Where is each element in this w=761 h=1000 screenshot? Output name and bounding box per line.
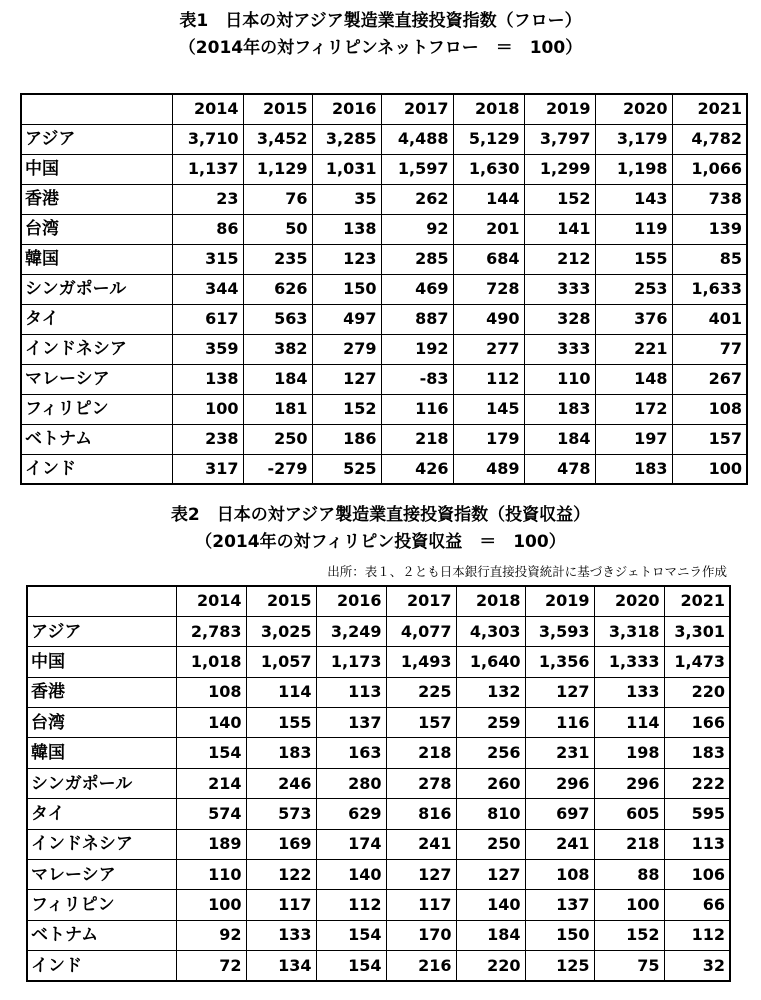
value-cell: 138 xyxy=(172,364,243,394)
value-cell: 119 xyxy=(595,214,672,244)
value-cell: 114 xyxy=(594,708,664,738)
value-cell: 887 xyxy=(381,304,453,334)
value-cell: 143 xyxy=(595,184,672,214)
value-cell: 605 xyxy=(594,799,664,829)
value-cell: 280 xyxy=(316,768,386,798)
year-header: 2019 xyxy=(524,94,595,124)
row-label: インドネシア xyxy=(21,334,172,364)
value-cell: 140 xyxy=(316,860,386,890)
value-cell: 169 xyxy=(246,829,316,859)
value-cell: 574 xyxy=(176,799,246,829)
table1 xyxy=(20,93,748,485)
year-header: 2018 xyxy=(456,586,525,616)
row-label: 台湾 xyxy=(21,214,172,244)
table-row xyxy=(27,738,730,768)
value-cell: 152 xyxy=(524,184,595,214)
value-cell: 241 xyxy=(386,829,456,859)
year-header: 2021 xyxy=(672,94,747,124)
table-row xyxy=(27,708,730,738)
value-cell: 132 xyxy=(456,677,525,707)
value-cell: 218 xyxy=(381,424,453,454)
value-cell: 117 xyxy=(386,890,456,920)
value-cell: 1,198 xyxy=(595,154,672,184)
value-cell: 315 xyxy=(172,244,243,274)
value-cell: -83 xyxy=(381,364,453,394)
value-cell: 3,301 xyxy=(664,616,730,646)
value-cell: 296 xyxy=(525,768,594,798)
value-cell: 231 xyxy=(525,738,594,768)
value-cell: 76 xyxy=(243,184,312,214)
value-cell: 198 xyxy=(594,738,664,768)
value-cell: 163 xyxy=(316,738,386,768)
value-cell: 125 xyxy=(525,951,594,981)
value-cell: 117 xyxy=(246,890,316,920)
value-cell: 277 xyxy=(453,334,524,364)
corner-cell xyxy=(21,94,172,124)
table-row xyxy=(27,920,730,950)
table-row xyxy=(27,768,730,798)
value-cell: 1,356 xyxy=(525,647,594,677)
value-cell: 1,057 xyxy=(246,647,316,677)
value-cell: 629 xyxy=(316,799,386,829)
row-label: アジア xyxy=(21,124,172,154)
value-cell: 1,137 xyxy=(172,154,243,184)
value-cell: 184 xyxy=(524,424,595,454)
value-cell: 154 xyxy=(316,920,386,950)
row-label: 韓国 xyxy=(21,244,172,274)
table-row xyxy=(27,647,730,677)
value-cell: 382 xyxy=(243,334,312,364)
value-cell: 218 xyxy=(386,738,456,768)
row-label: インド xyxy=(21,454,172,484)
source-note: 出所：表１、２とも日本銀行直接投資統計に基づきジェトロマニラ作成 xyxy=(327,564,727,579)
value-cell: 4,077 xyxy=(386,616,456,646)
table-row xyxy=(21,334,747,364)
value-cell: 139 xyxy=(672,214,747,244)
row-label: アジア xyxy=(27,616,176,646)
value-cell: 122 xyxy=(246,860,316,890)
value-cell: 183 xyxy=(524,394,595,424)
value-cell: 140 xyxy=(176,708,246,738)
value-cell: 145 xyxy=(453,394,524,424)
value-cell: 317 xyxy=(172,454,243,484)
value-cell: 32 xyxy=(664,951,730,981)
value-cell: 192 xyxy=(381,334,453,364)
table-row xyxy=(27,677,730,707)
value-cell: 738 xyxy=(672,184,747,214)
value-cell: 23 xyxy=(172,184,243,214)
value-cell: 4,488 xyxy=(381,124,453,154)
value-cell: 92 xyxy=(176,920,246,950)
value-cell: 1,129 xyxy=(243,154,312,184)
value-cell: 3,710 xyxy=(172,124,243,154)
value-cell: 112 xyxy=(316,890,386,920)
value-cell: 127 xyxy=(456,860,525,890)
value-cell: 127 xyxy=(525,677,594,707)
row-label: 韓国 xyxy=(27,738,176,768)
value-cell: 617 xyxy=(172,304,243,334)
value-cell: 113 xyxy=(664,829,730,859)
value-cell: 220 xyxy=(664,677,730,707)
value-cell: 184 xyxy=(456,920,525,950)
value-cell: 75 xyxy=(594,951,664,981)
value-cell: 100 xyxy=(672,454,747,484)
value-cell: 3,593 xyxy=(525,616,594,646)
header-row xyxy=(27,586,730,616)
value-cell: 108 xyxy=(672,394,747,424)
value-cell: 127 xyxy=(386,860,456,890)
value-cell: 1,018 xyxy=(176,647,246,677)
table-row xyxy=(27,616,730,646)
value-cell: 376 xyxy=(595,304,672,334)
value-cell: 250 xyxy=(456,829,525,859)
table-row xyxy=(21,304,747,334)
value-cell: 333 xyxy=(524,334,595,364)
value-cell: 114 xyxy=(246,677,316,707)
row-label: 香港 xyxy=(27,677,176,707)
value-cell: 241 xyxy=(525,829,594,859)
row-label: インド xyxy=(27,951,176,981)
row-label: タイ xyxy=(21,304,172,334)
value-cell: 197 xyxy=(595,424,672,454)
value-cell: 144 xyxy=(453,184,524,214)
value-cell: 1,333 xyxy=(594,647,664,677)
value-cell: 1,173 xyxy=(316,647,386,677)
value-cell: 150 xyxy=(525,920,594,950)
value-cell: 137 xyxy=(525,890,594,920)
value-cell: 359 xyxy=(172,334,243,364)
value-cell: 3,318 xyxy=(594,616,664,646)
value-cell: 174 xyxy=(316,829,386,859)
value-cell: 100 xyxy=(176,890,246,920)
value-cell: 1,473 xyxy=(664,647,730,677)
value-cell: 214 xyxy=(176,768,246,798)
row-label: インドネシア xyxy=(27,829,176,859)
value-cell: 1,066 xyxy=(672,154,747,184)
year-header: 2020 xyxy=(595,94,672,124)
value-cell: 235 xyxy=(243,244,312,274)
value-cell: 134 xyxy=(246,951,316,981)
value-cell: 1,031 xyxy=(312,154,381,184)
value-cell: 238 xyxy=(172,424,243,454)
value-cell: 50 xyxy=(243,214,312,244)
value-cell: 573 xyxy=(246,799,316,829)
table1-title: 表1 日本の対アジア製造業直接投資指数（フロー） xyxy=(179,11,582,31)
value-cell: 184 xyxy=(243,364,312,394)
table-row xyxy=(21,454,747,484)
value-cell: 3,249 xyxy=(316,616,386,646)
value-cell: 110 xyxy=(524,364,595,394)
value-cell: 256 xyxy=(456,738,525,768)
year-header: 2015 xyxy=(243,94,312,124)
value-cell: 112 xyxy=(453,364,524,394)
value-cell: 469 xyxy=(381,274,453,304)
value-cell: 221 xyxy=(595,334,672,364)
year-header: 2018 xyxy=(453,94,524,124)
value-cell: 1,630 xyxy=(453,154,524,184)
row-label: 中国 xyxy=(27,647,176,677)
value-cell: 152 xyxy=(594,920,664,950)
year-header: 2020 xyxy=(594,586,664,616)
value-cell: 201 xyxy=(453,214,524,244)
row-label: 台湾 xyxy=(27,708,176,738)
value-cell: 108 xyxy=(525,860,594,890)
value-cell: 100 xyxy=(594,890,664,920)
value-cell: 478 xyxy=(524,454,595,484)
value-cell: 85 xyxy=(672,244,747,274)
value-cell: 218 xyxy=(594,829,664,859)
value-cell: 3,285 xyxy=(312,124,381,154)
value-cell: 116 xyxy=(381,394,453,424)
row-label: 香港 xyxy=(21,184,172,214)
table-row xyxy=(21,154,747,184)
value-cell: 133 xyxy=(594,677,664,707)
value-cell: 141 xyxy=(524,214,595,244)
value-cell: 2,783 xyxy=(176,616,246,646)
value-cell: 216 xyxy=(386,951,456,981)
value-cell: 212 xyxy=(524,244,595,274)
corner-cell xyxy=(27,586,176,616)
value-cell: 127 xyxy=(312,364,381,394)
row-label: タイ xyxy=(27,799,176,829)
row-label: 中国 xyxy=(21,154,172,184)
year-header: 2016 xyxy=(312,94,381,124)
value-cell: 1,299 xyxy=(524,154,595,184)
table-row xyxy=(27,860,730,890)
value-cell: 285 xyxy=(381,244,453,274)
value-cell: 1,640 xyxy=(456,647,525,677)
value-cell: 66 xyxy=(664,890,730,920)
year-header: 2017 xyxy=(381,94,453,124)
value-cell: 3,179 xyxy=(595,124,672,154)
value-cell: 106 xyxy=(664,860,730,890)
row-label: シンガポール xyxy=(21,274,172,304)
row-label: マレーシア xyxy=(27,860,176,890)
value-cell: 4,782 xyxy=(672,124,747,154)
value-cell: 138 xyxy=(312,214,381,244)
value-cell: 172 xyxy=(595,394,672,424)
value-cell: 166 xyxy=(664,708,730,738)
table-row xyxy=(27,829,730,859)
value-cell: 3,025 xyxy=(246,616,316,646)
table-row xyxy=(21,124,747,154)
row-label: ベトナム xyxy=(27,920,176,950)
value-cell: 1,493 xyxy=(386,647,456,677)
value-cell: 170 xyxy=(386,920,456,950)
table-row xyxy=(27,951,730,981)
value-cell: 728 xyxy=(453,274,524,304)
year-header: 2015 xyxy=(246,586,316,616)
value-cell: 697 xyxy=(525,799,594,829)
year-header: 2016 xyxy=(316,586,386,616)
value-cell: 426 xyxy=(381,454,453,484)
value-cell: 154 xyxy=(316,951,386,981)
table-row xyxy=(27,799,730,829)
value-cell: 3,452 xyxy=(243,124,312,154)
value-cell: -279 xyxy=(243,454,312,484)
year-header: 2017 xyxy=(386,586,456,616)
value-cell: 154 xyxy=(176,738,246,768)
value-cell: 259 xyxy=(456,708,525,738)
year-header: 2014 xyxy=(176,586,246,616)
value-cell: 225 xyxy=(386,677,456,707)
value-cell: 183 xyxy=(246,738,316,768)
value-cell: 5,129 xyxy=(453,124,524,154)
table-row xyxy=(21,274,747,304)
value-cell: 123 xyxy=(312,244,381,274)
row-label: フィリピン xyxy=(27,890,176,920)
table-row xyxy=(21,424,747,454)
table-row xyxy=(21,244,747,274)
table2 xyxy=(26,585,731,982)
year-header: 2014 xyxy=(172,94,243,124)
value-cell: 1,633 xyxy=(672,274,747,304)
value-cell: 112 xyxy=(664,920,730,950)
value-cell: 260 xyxy=(456,768,525,798)
value-cell: 148 xyxy=(595,364,672,394)
value-cell: 816 xyxy=(386,799,456,829)
value-cell: 253 xyxy=(595,274,672,304)
value-cell: 810 xyxy=(456,799,525,829)
value-cell: 133 xyxy=(246,920,316,950)
value-cell: 525 xyxy=(312,454,381,484)
value-cell: 279 xyxy=(312,334,381,364)
value-cell: 157 xyxy=(672,424,747,454)
value-cell: 77 xyxy=(672,334,747,364)
value-cell: 140 xyxy=(456,890,525,920)
value-cell: 626 xyxy=(243,274,312,304)
row-label: シンガポール xyxy=(27,768,176,798)
value-cell: 490 xyxy=(453,304,524,334)
table2-subtitle: （2014年の対フィリピン投資収益 ＝ 100） xyxy=(195,532,566,552)
value-cell: 155 xyxy=(246,708,316,738)
value-cell: 150 xyxy=(312,274,381,304)
value-cell: 344 xyxy=(172,274,243,304)
row-label: マレーシア xyxy=(21,364,172,394)
year-header: 2021 xyxy=(664,586,730,616)
value-cell: 595 xyxy=(664,799,730,829)
row-label: ベトナム xyxy=(21,424,172,454)
value-cell: 267 xyxy=(672,364,747,394)
value-cell: 72 xyxy=(176,951,246,981)
table-row xyxy=(21,394,747,424)
value-cell: 92 xyxy=(381,214,453,244)
value-cell: 110 xyxy=(176,860,246,890)
value-cell: 157 xyxy=(386,708,456,738)
value-cell: 86 xyxy=(172,214,243,244)
table1-subtitle: （2014年の対フィリピンネットフロー ＝ 100） xyxy=(178,38,583,58)
value-cell: 4,303 xyxy=(456,616,525,646)
value-cell: 401 xyxy=(672,304,747,334)
table2-title: 表2 日本の対アジア製造業直接投資指数（投資収益） xyxy=(170,505,591,525)
value-cell: 328 xyxy=(524,304,595,334)
value-cell: 116 xyxy=(525,708,594,738)
value-cell: 262 xyxy=(381,184,453,214)
value-cell: 246 xyxy=(246,768,316,798)
year-header: 2019 xyxy=(525,586,594,616)
table-row xyxy=(21,364,747,394)
table-row xyxy=(21,214,747,244)
row-label: フィリピン xyxy=(21,394,172,424)
value-cell: 278 xyxy=(386,768,456,798)
value-cell: 220 xyxy=(456,951,525,981)
value-cell: 181 xyxy=(243,394,312,424)
value-cell: 1,597 xyxy=(381,154,453,184)
value-cell: 3,797 xyxy=(524,124,595,154)
value-cell: 108 xyxy=(176,677,246,707)
value-cell: 333 xyxy=(524,274,595,304)
value-cell: 35 xyxy=(312,184,381,214)
value-cell: 189 xyxy=(176,829,246,859)
value-cell: 88 xyxy=(594,860,664,890)
value-cell: 563 xyxy=(243,304,312,334)
value-cell: 684 xyxy=(453,244,524,274)
value-cell: 155 xyxy=(595,244,672,274)
table-row xyxy=(27,890,730,920)
value-cell: 186 xyxy=(312,424,381,454)
value-cell: 489 xyxy=(453,454,524,484)
value-cell: 113 xyxy=(316,677,386,707)
header-row xyxy=(21,94,747,124)
value-cell: 152 xyxy=(312,394,381,424)
value-cell: 497 xyxy=(312,304,381,334)
table-row xyxy=(21,184,747,214)
value-cell: 100 xyxy=(172,394,243,424)
value-cell: 137 xyxy=(316,708,386,738)
value-cell: 183 xyxy=(595,454,672,484)
value-cell: 222 xyxy=(664,768,730,798)
value-cell: 296 xyxy=(594,768,664,798)
value-cell: 179 xyxy=(453,424,524,454)
value-cell: 183 xyxy=(664,738,730,768)
value-cell: 250 xyxy=(243,424,312,454)
